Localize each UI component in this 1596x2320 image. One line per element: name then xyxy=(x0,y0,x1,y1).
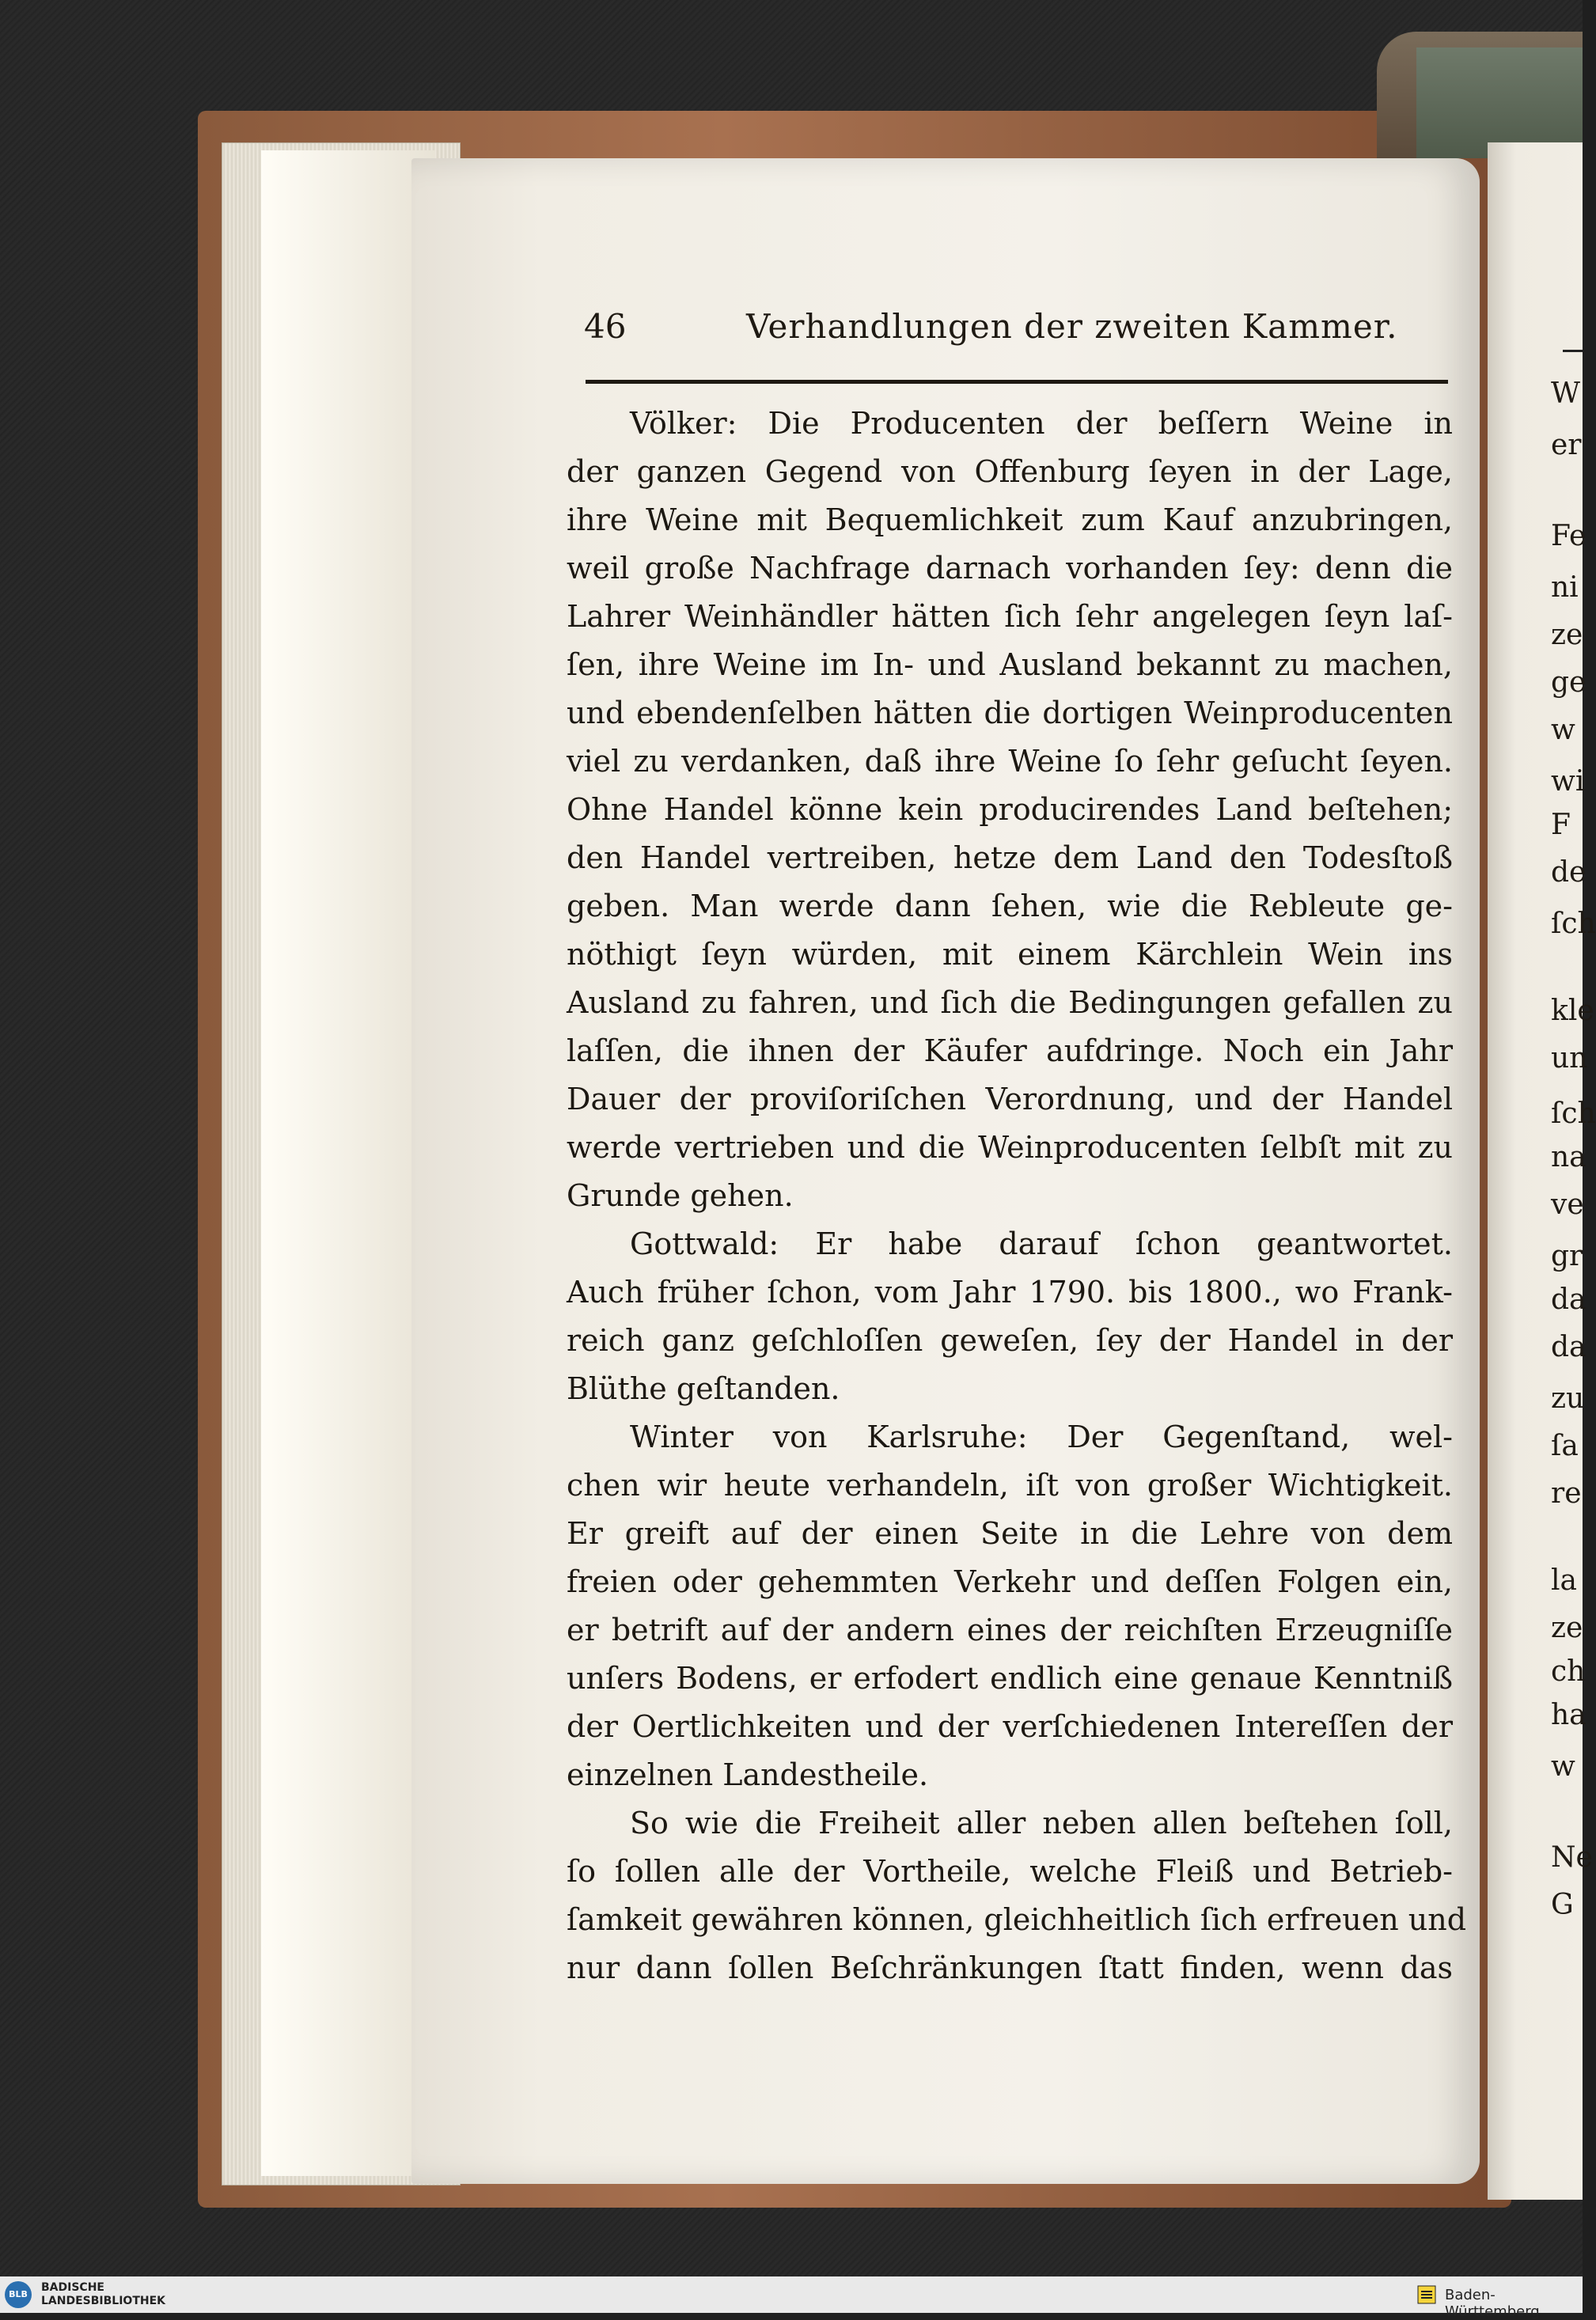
text-line: nöthigt ſeyn würden, mit einem Kärchlein Wein ins xyxy=(567,937,1453,972)
text-line: Auch früher ſchon, vom Jahr 1790. bis 1800., wo Frank- xyxy=(567,1275,1453,1310)
facing-page-fragment: ge xyxy=(1551,666,1587,699)
facing-page-fragment: kle xyxy=(1551,995,1594,1027)
text-line: Blüthe geſtanden. xyxy=(567,1371,840,1406)
text-line: der Oertlichkeiten und der verſchiedenen Intereſſen der xyxy=(567,1709,1453,1744)
text-line: laſſen, die ihnen der Käufer aufdringe. Noch ein Jahr xyxy=(567,1033,1453,1068)
facing-page-fragment: na xyxy=(1551,1141,1587,1173)
facing-page-fragment: ſch xyxy=(1551,908,1596,940)
library-name[interactable] xyxy=(41,2281,165,2308)
facing-page-fragment: ſa xyxy=(1551,1430,1579,1462)
facing-page-fragment: ze xyxy=(1551,619,1583,651)
footer-bar xyxy=(0,2276,1583,2320)
header-rule xyxy=(586,380,1448,384)
text-line: Ohne Handel könne kein producirendes Land beſtehen; xyxy=(567,792,1453,827)
body-text xyxy=(567,400,1467,1992)
text-line: Dauer der proviſoriſchen Verordnung, und der Handel xyxy=(567,1082,1453,1116)
text-line: Grunde gehen. xyxy=(567,1178,794,1213)
facing-page-fragment: ve xyxy=(1551,1188,1584,1221)
page-block-inner xyxy=(261,150,435,2176)
facing-page-fragment: Ne xyxy=(1551,1841,1593,1874)
text-line: Völker: Die Producenten der beſſern Weine in xyxy=(630,406,1453,441)
facing-page-fragment: zu xyxy=(1551,1382,1585,1415)
facing-page-fragment: F xyxy=(1551,809,1571,841)
facing-page-fragment: G xyxy=(1551,1889,1574,1921)
running-head: Verhandlungen der zweiten Kammer. xyxy=(746,307,1398,346)
text-line: ihre Weine mit Bequemlichkeit zum Kauf anzubringen, xyxy=(567,502,1453,537)
text-line: freien oder gehemmten Verkehr und deſſen Folgen ein, xyxy=(567,1564,1453,1599)
facing-page-fragment: er xyxy=(1551,429,1582,461)
facing-page-fragment: wi xyxy=(1551,765,1585,798)
text-line: So wie die Freiheit aller neben allen beſtehen ſoll, xyxy=(630,1806,1453,1840)
facing-page-fragment: ze xyxy=(1551,1612,1583,1644)
facing-page-fragment: Fe xyxy=(1551,520,1587,552)
library-logo-icon[interactable]: BLB xyxy=(5,2281,32,2308)
text-line: Winter von Karlsruhe: Der Gegenſtand, wel- xyxy=(630,1420,1453,1454)
library-name-line2: LANDESBIBLIOTHEK xyxy=(41,2295,166,2307)
facing-page-fragment: da xyxy=(1551,1283,1587,1316)
state-label[interactable]: Baden-Württemberg xyxy=(1445,2287,1540,2320)
facing-page-fragment: gr xyxy=(1551,1240,1583,1272)
text-line: der ganzen Gegend von Offenburg ſeyen in der Lage, xyxy=(567,454,1453,489)
text-line: Er greift auf der einen Seite in die Lehre von dem xyxy=(567,1516,1453,1551)
facing-page-fragment: ch xyxy=(1551,1655,1586,1688)
text-line: weil große Nachfrage darnach vorhanden ſey: denn die xyxy=(567,551,1453,586)
facing-page-fragment: re xyxy=(1551,1477,1582,1510)
text-line: unſers Bodens, er erfodert endlich eine genaue Kenntniß xyxy=(567,1661,1453,1696)
text-line: Lahrer Weinhändler hätten ſich ſehr angelegen ſeyn laſ- xyxy=(567,599,1453,634)
facing-page-fragment: W xyxy=(1551,377,1581,410)
state-coat-of-arms-icon[interactable] xyxy=(1416,2284,1437,2305)
text-line: chen wir heute verhandeln, iſt von großer Wichtigkeit. xyxy=(567,1468,1453,1503)
text-line: und ebendenſelben hätten die dortigen Weinproducenten xyxy=(567,696,1453,730)
text-line: ſen, ihre Weine im In- und Ausland bekannt zu machen, xyxy=(567,647,1453,682)
facing-page-fragment: w xyxy=(1551,714,1575,746)
facing-page-rule xyxy=(1563,350,1583,352)
facing-page-fragment: ha xyxy=(1551,1699,1587,1731)
text-line: ſo ſollen alle der Vortheile, welche Fleiß und Betrieb- xyxy=(567,1854,1453,1889)
text-line: einzelnen Landestheile. xyxy=(567,1757,929,1792)
text-line: Ausland zu fahren, und ſich die Bedingungen gefallen zu xyxy=(567,985,1453,1020)
page-header xyxy=(584,307,1446,354)
text-line: ſamkeit gewähren können, gleichheitlich ſich erfreuen und xyxy=(567,1902,1467,1937)
facing-page-fragment: de xyxy=(1551,856,1587,889)
text-line: geben. Man werde dann ſehen, wie die Rebleute ge- xyxy=(567,889,1453,923)
page-edge-top-right xyxy=(1416,47,1583,158)
facing-page-fragment: un xyxy=(1551,1042,1588,1075)
text-line: den Handel vertreiben, hetze dem Land den Todesſtoß xyxy=(567,840,1453,875)
facing-page-fragment: la xyxy=(1551,1564,1577,1597)
text-line: viel zu verdanken, daß ihre Weine ſo ſehr geſucht ſeyen. xyxy=(567,744,1453,779)
page-number: 46 xyxy=(584,307,627,346)
text-line: reich ganz geſchloſſen geweſen, ſey der Handel in der xyxy=(567,1323,1453,1358)
text-line: Gottwald: Er habe darauf ſchon geantwortet. xyxy=(630,1226,1453,1261)
text-line: werde vertrieben und die Weinproducenten ſelbſt mit zu xyxy=(567,1130,1453,1165)
facing-page-fragment: ſch xyxy=(1551,1097,1596,1130)
facing-page-fragment: da xyxy=(1551,1331,1587,1363)
facing-page-fragment: w xyxy=(1551,1750,1575,1783)
text-line: nur dann ſollen Beſchränkungen ſtatt finden, wenn das xyxy=(567,1950,1453,1985)
library-name-line1: BADISCHE xyxy=(41,2281,104,2294)
text-line: er betrift auf der andern eines der reichſten Erzeugniſſe xyxy=(567,1613,1453,1647)
facing-page-fragment: ni xyxy=(1551,571,1579,604)
